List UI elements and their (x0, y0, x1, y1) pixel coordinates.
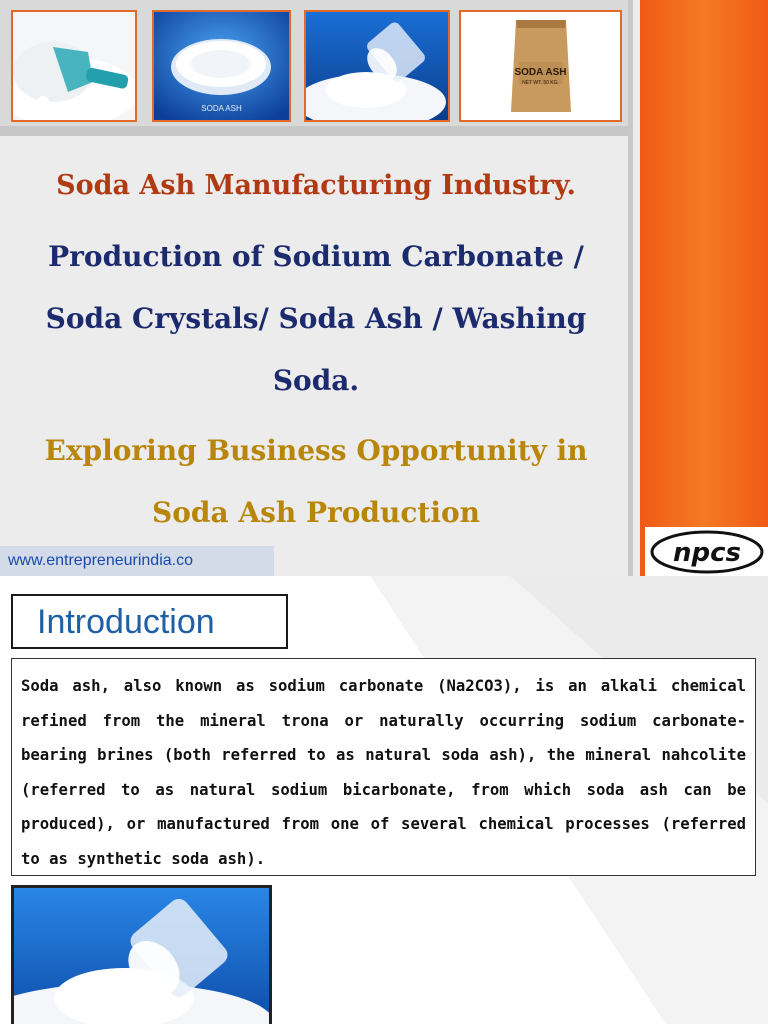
website-url[interactable]: www.entrepreneurindia.co (8, 552, 193, 569)
subtitle-line: Production of Sodium Carbonate / (48, 240, 584, 273)
subtitle-line: Soda Crystals/ Soda Ash / Washing (45, 302, 587, 335)
photo-spilled-beaker (11, 885, 272, 1024)
section-heading: Introduction (37, 603, 215, 641)
thumbnail-powder-with-scoop (11, 10, 137, 122)
tagline-line: Exploring Business Opportunity in (44, 434, 588, 467)
slide-tagline (0, 420, 632, 544)
slide-title: Soda Ash Manufacturing Industry. (56, 170, 576, 201)
introduction-paragraph: Soda ash, also known as sodium carbonate (Na2CO3), is an alkali chemical refined from the mineral trona or naturally occurring sodium carbonate-bearing brines (both referred to as natural soda ash), the mineral nahcolite (referred to as natural sodium bicarbonate, from which soda ash can be produced), or manufactured from one of several chemical processes (referred to as synthetic soda ash). (21, 677, 746, 868)
npcs-logo (650, 530, 764, 574)
website-link[interactable] (0, 546, 274, 576)
divider (0, 126, 632, 136)
introduction-page (0, 576, 768, 1024)
thumbnail-caption: SODA ASH (201, 104, 242, 113)
orange-side-band (640, 0, 768, 576)
section-heading-box (11, 594, 288, 649)
bag-sublabel: NET WT. 50 KG. (522, 80, 559, 86)
thumbnail-soda-ash-dish (152, 10, 291, 122)
thumbnail-spilled-beaker (304, 10, 450, 122)
thumbnail-soda-ash-bag (459, 10, 622, 122)
slide-subtitle (0, 226, 632, 412)
tagline-line: Soda Ash Production (151, 496, 481, 529)
subtitle-line: Soda. (272, 364, 360, 397)
introduction-text-box (11, 658, 756, 876)
logo-text: npcs (672, 538, 742, 568)
bag-label: SODA ASH (514, 67, 567, 78)
